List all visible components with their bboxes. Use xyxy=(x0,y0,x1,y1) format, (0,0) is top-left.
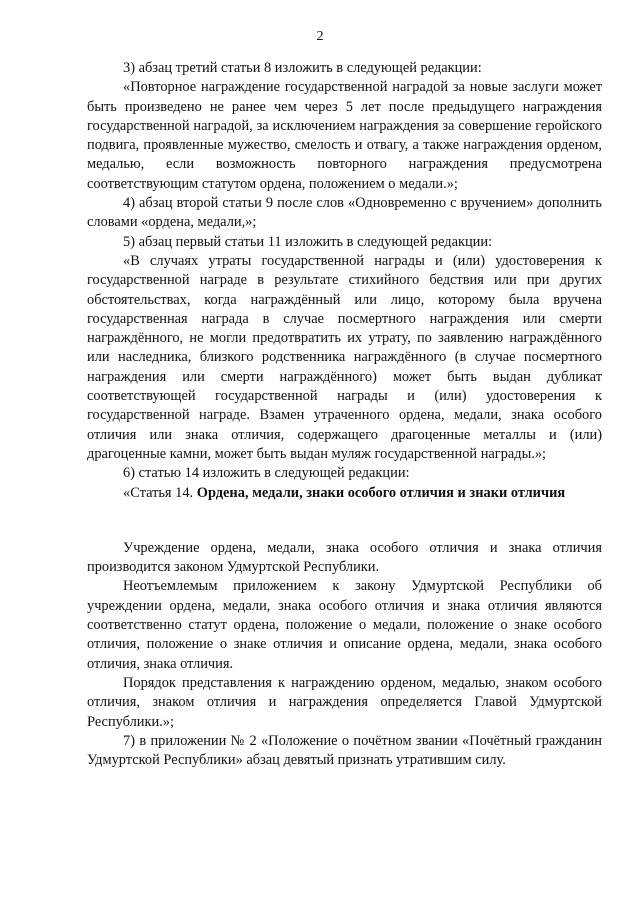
paragraph-item-6: 6) статью 14 изложить в следующей редакции: xyxy=(123,465,410,482)
paragraph-item-4: 4) абзац второй статьи 9 после слов «Одновременно с вручением» дополнить словами «ордена, медали,»; xyxy=(87,195,602,231)
paragraph-item-5: 5) абзац первый статьи 11 изложить в следующей редакции: xyxy=(123,233,493,250)
paragraph-article-8-text: «Повторное награждение государственной наградой за новые заслуги может быть произведено не ранее чем через 5 лет после предыдущего награждения государственной наградой, за исключением награждения за совершение геройского подвига, проявленные мужество, смелость и отвагу, а также награждения орденом, медалью, если возможность повторного награждения предусмотрена соответствующим статутом ордена, положением о медали.»; xyxy=(87,79,602,192)
article-14-prefix: «Статья 14. xyxy=(123,484,197,501)
paragraph-article-11-text: «В случаях утраты государственной награды и (или) удостоверения к государственной награде в результате стихийного бедствия или при других обстоятельствах, когда награждённый или лицо, которому была вручена государственная награда в случае посмертного награждения или смерти награждённого, не могли предотвратить их утрату, по заявлению награждённого или наследника, близкого родственника награждённого (в случае посмертного награждения или смерти награждённого) может быть выдан дубликат соответствующей государственной награды и (или) удостоверения к государственной награде. Взамен утраченного ордена, медали, знака особого отличия или знака отличия, содержащего драгоценные металлы и (или) драгоценные камни, может быть выдан муляж государственной награды.»; xyxy=(87,252,602,462)
article-14-paragraph-2: Неотъемлемым приложением к закону Удмуртской Республики об учреждении ордена, медали, знака особого отличия и знака отличия являются соответственно статут ордена, положение о медали, положение о знаке особого отличия, положение о знаке отличия и описание ордена, медали, знака особого отличия, знака отличия. xyxy=(87,578,602,672)
paragraph-item-7: 7) в приложении № 2 «Положение о почётном звании «Почётный гражданин Удмуртской Республики» абзац девятый признать утратившим силу. xyxy=(87,732,602,769)
paragraph-item-3: 3) абзац третий статьи 8 изложить в следующей редакции: xyxy=(123,60,482,76)
page-number: 2 xyxy=(316,29,324,44)
document-body xyxy=(87,59,602,770)
article-14-paragraph-3: Порядок представления к награждению орденом, медалью, знаком особого отличия, знаком отличия и награждения определяется Главой Удмуртской Республики.»; xyxy=(87,674,602,730)
article-14-paragraph-1: Учреждение ордена, медали, знака особого отличия и знака отличия производится законом Удмуртской Республики. xyxy=(87,539,602,576)
article-14-title: Ордена, медали, знаки особого отличия и знаки отличия xyxy=(196,484,566,501)
article-14-heading xyxy=(87,484,602,503)
